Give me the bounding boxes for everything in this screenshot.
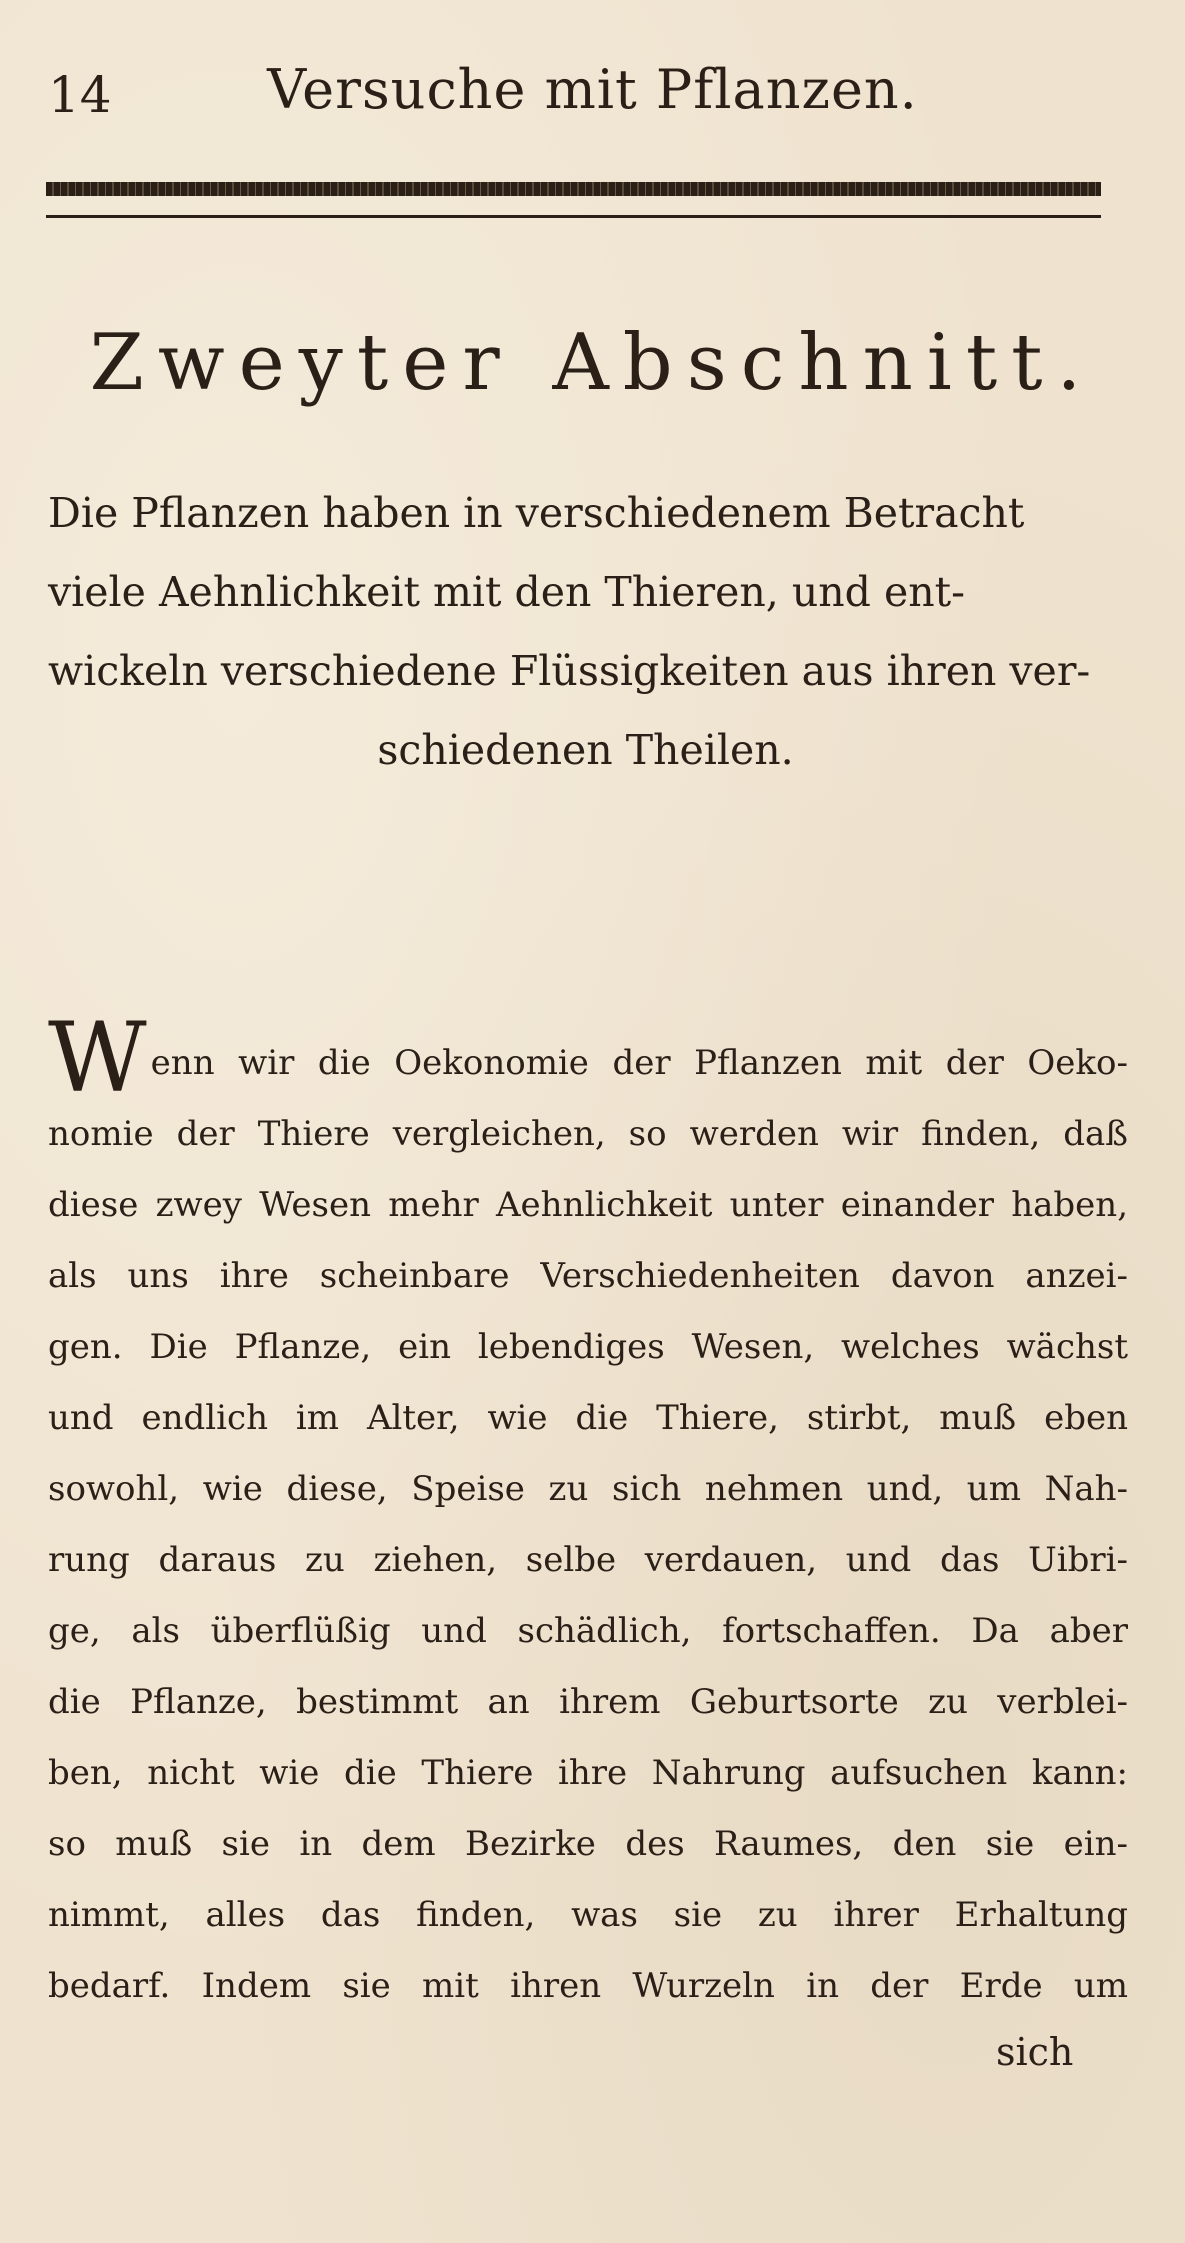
text-line: nomie der Thiere vergleichen, so werden wir finden, daß [48, 1114, 1128, 1154]
running-head [48, 58, 1137, 128]
text-line: als uns ihre scheinbare Verschiedenheiten davon anzei- [48, 1256, 1128, 1296]
section-heading: Zweyter Abschnitt. [89, 318, 1096, 408]
text-line: die Pflanze, bestimmt an ihrem Geburtsorte zu verblei- [48, 1682, 1128, 1722]
subtitle-line: Die Pflanzen haben in verschiedenem Betracht [48, 489, 1025, 537]
body-paragraph [48, 1002, 1128, 2022]
subtitle-line: schiedenen Theilen. [377, 726, 794, 774]
ornamental-rule [46, 182, 1101, 196]
subtitle-line: wickeln verschiedene Flüssigkeiten aus ihren ver- [48, 647, 1091, 695]
text-line: ben, nicht wie die Thiere ihre Nahrung aufsuchen kann: [48, 1753, 1128, 1793]
text-line: enn wir die Oekonomie der Pflanzen mit der Oeko- [150, 1043, 1128, 1083]
thin-rule [46, 215, 1101, 218]
text-line: sowohl, wie diese, Speise zu sich nehmen und, um Nah- [48, 1469, 1128, 1509]
drop-cap: W [48, 1002, 147, 1114]
page-number: 14 [48, 66, 112, 124]
text-line: gen. Die Pflanze, ein lebendiges Wesen, welches wächst [48, 1327, 1128, 1367]
text-line: nimmt, alles das finden, was sie zu ihrer Erhaltung [48, 1895, 1128, 1935]
text-line: bedarf. Indem sie mit ihren Wurzeln in der Erde um [48, 1966, 1128, 2006]
subtitle-line: viele Aehnlichkeit mit den Thieren, und ent- [48, 568, 965, 616]
catchword: sich [996, 2030, 1074, 2074]
text-line: diese zwey Wesen mehr Aehnlichkeit unter einander haben, [48, 1185, 1128, 1225]
text-line: so muß sie in dem Bezirke des Raumes, den sie ein- [48, 1824, 1128, 1864]
running-title: Versuche mit Pflanzen. [267, 58, 918, 121]
text-line: ge, als überflüßig und schädlich, fortschaffen. Da aber [48, 1611, 1128, 1651]
text-line: und endlich im Alter, wie die Thiere, stirbt, muß eben [48, 1398, 1128, 1438]
text-line: rung daraus zu ziehen, selbe verdauen, und das Uibri- [48, 1540, 1128, 1580]
section-subtitle [48, 474, 1123, 790]
